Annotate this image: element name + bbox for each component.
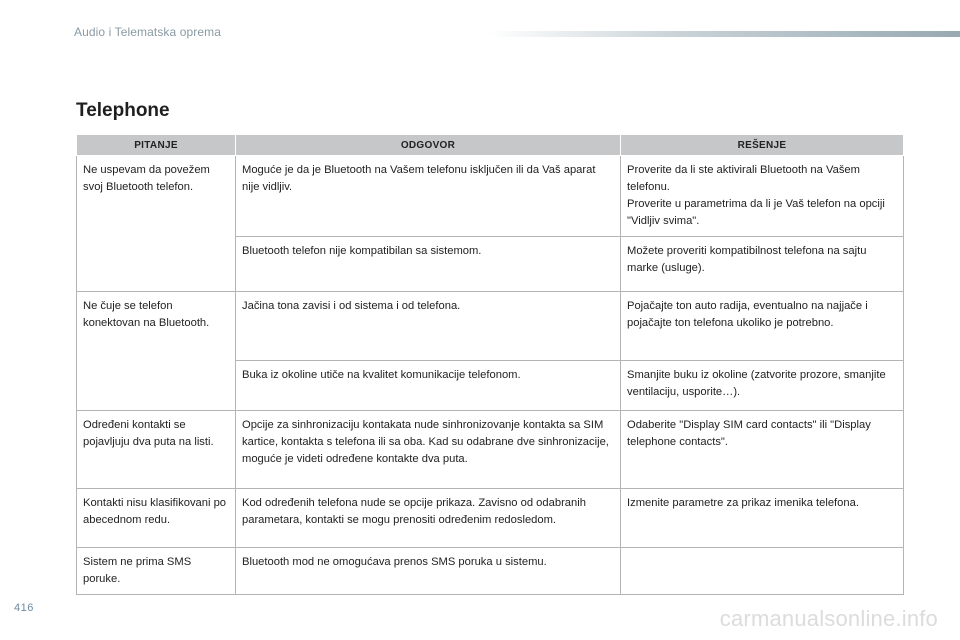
table-row bbox=[77, 411, 904, 489]
page-number: 416 bbox=[14, 602, 34, 614]
table-row bbox=[77, 489, 904, 548]
answer-cell: Buka iz okoline utiče na kvalitet komunikacije telefonom. bbox=[236, 361, 621, 411]
column-header-solution: REŠENJE bbox=[621, 135, 904, 156]
table-row bbox=[77, 548, 904, 595]
solution-cell: Izmenite parametre za prikaz imenika telefona. bbox=[621, 489, 904, 548]
question-cell: Ne uspevam da povežem svoj Bluetooth telefon. bbox=[77, 156, 236, 292]
question-cell: Određeni kontakti se pojavljuju dva puta na listi. bbox=[77, 411, 236, 489]
answer-cell: Moguće je da je Bluetooth na Vašem telefonu isključen ili da Vaš aparat nije vidljiv. bbox=[236, 156, 621, 237]
column-header-answer: ODGOVOR bbox=[236, 135, 621, 156]
answer-cell: Opcije za sinhronizaciju kontakata nude sinhronizovanje kontakta sa SIM kartice, kontakta s telefona ili sa oba. Kad su odabrane dve sinhronizacije, moguće je videti određene kontakte dva puta. bbox=[236, 411, 621, 489]
section-title: Telephone bbox=[76, 100, 170, 121]
table-row bbox=[77, 292, 904, 361]
table-header-row bbox=[77, 135, 904, 156]
header-divider bbox=[488, 31, 960, 37]
column-header-question: PITANJE bbox=[77, 135, 236, 156]
answer-cell: Kod određenih telefona nude se opcije prikaza. Zavisno od odabranih parametara, kontakti se mogu prenositi određenim redosledom. bbox=[236, 489, 621, 548]
solution-cell bbox=[621, 548, 904, 595]
answer-cell: Bluetooth telefon nije kompatibilan sa sistemom. bbox=[236, 237, 621, 292]
question-cell: Kontakti nisu klasifikovani po abecednom redu. bbox=[77, 489, 236, 548]
answer-cell: Bluetooth mod ne omogućava prenos SMS poruka u sistemu. bbox=[236, 548, 621, 595]
header-title: Audio i Telematska oprema bbox=[74, 25, 222, 39]
question-cell: Sistem ne prima SMS poruke. bbox=[77, 548, 236, 595]
answer-cell: Jačina tona zavisi i od sistema i od telefona. bbox=[236, 292, 621, 361]
solution-cell: Smanjite buku iz okoline (zatvorite prozore, smanjite ventilaciju, usporite…). bbox=[621, 361, 904, 411]
solution-cell: Proverite da li ste aktivirali Bluetooth na Vašem telefonu. Proverite u parametrima da li je Vaš telefon na opciji "Vidljiv svima". bbox=[621, 156, 904, 237]
question-cell: Ne čuje se telefon konektovan na Bluetooth. bbox=[77, 292, 236, 411]
watermark: carmanualsonline.info bbox=[719, 606, 938, 631]
solution-cell: Pojačajte ton auto radija, eventualno na najjače i pojačajte ton telefona ukoliko je potrebno. bbox=[621, 292, 904, 361]
table-row bbox=[77, 156, 904, 237]
solution-cell: Možete proveriti kompatibilnost telefona na sajtu marke (usluge). bbox=[621, 237, 904, 292]
troubleshooting-table bbox=[76, 134, 904, 595]
solution-cell: Odaberite "Display SIM card contacts" ili "Display telephone contacts". bbox=[621, 411, 904, 489]
